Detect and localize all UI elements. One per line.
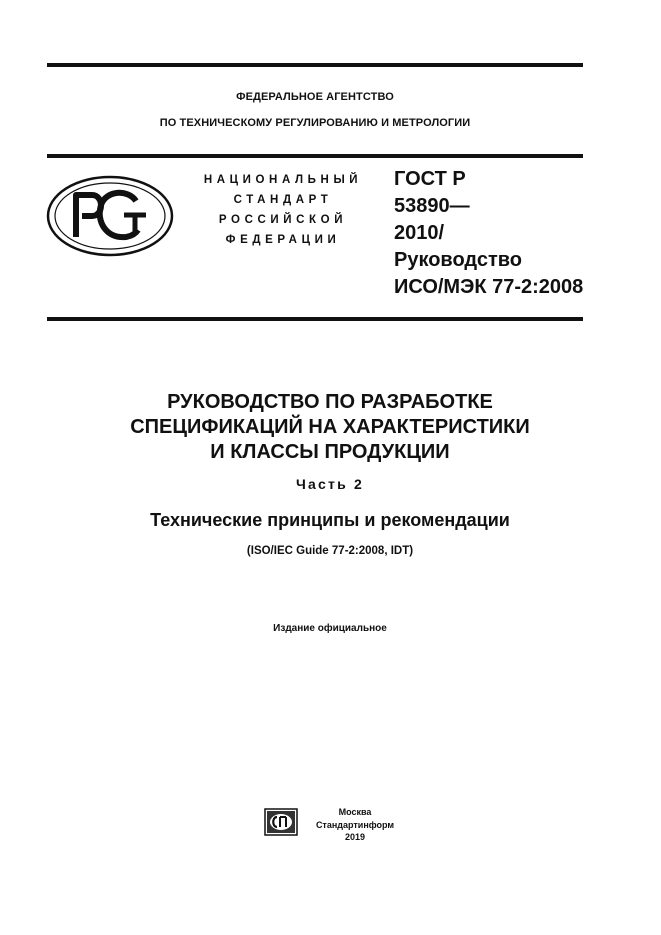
header-rule xyxy=(47,154,583,158)
designation-line: 2010/ xyxy=(394,222,445,244)
title-line: РУКОВОДСТВО ПО РАЗРАБОТКЕ xyxy=(167,391,493,413)
national-line: РОССИЙСКОЙ xyxy=(218,214,348,226)
document-title xyxy=(80,390,580,465)
gost-r-certification-mark-icon xyxy=(46,175,174,257)
title-line: СПЕЦИФИКАЦИЙ НА ХАРАКТЕРИСТИКИ xyxy=(130,416,530,438)
national-line: НАЦИОНАЛЬНЫЙ xyxy=(203,174,363,186)
iso-reference: (ISO/IEC Guide 77-2:2008, IDT) xyxy=(246,545,414,557)
designation-line: 53890— xyxy=(394,195,470,217)
publisher-city: Москва xyxy=(338,807,372,817)
standartinform-logo-icon xyxy=(264,808,298,836)
publisher-name: Стандартинформ xyxy=(315,819,395,830)
national-standard-label xyxy=(188,170,378,250)
designation-line: ГОСТ Р xyxy=(394,168,466,190)
publisher-info xyxy=(300,806,410,844)
national-line: ФЕДЕРАЦИИ xyxy=(225,234,341,246)
document-subtitle: Технические принципы и рекомендации xyxy=(150,510,510,530)
designation-line: ИСО/МЭК 77-2:2008 xyxy=(394,276,584,298)
edition-label: Издание официальное xyxy=(273,623,387,634)
agency-name-line1: ФЕДЕРАЛЬНОЕ АГЕНТСТВО xyxy=(236,91,394,103)
publisher-year: 2019 xyxy=(344,832,366,842)
section-rule xyxy=(47,317,583,321)
top-rule xyxy=(47,63,583,67)
part-number: Часть 2 xyxy=(296,476,364,492)
national-line: СТАНДАРТ xyxy=(233,194,333,206)
agency-name-line2: ПО ТЕХНИЧЕСКОМУ РЕГУЛИРОВАНИЮ И МЕТРОЛОГИИ xyxy=(159,117,471,129)
title-line: И КЛАССЫ ПРОДУКЦИИ xyxy=(210,441,450,463)
designation-line: Руководство xyxy=(394,249,523,271)
standard-designation xyxy=(394,166,584,301)
